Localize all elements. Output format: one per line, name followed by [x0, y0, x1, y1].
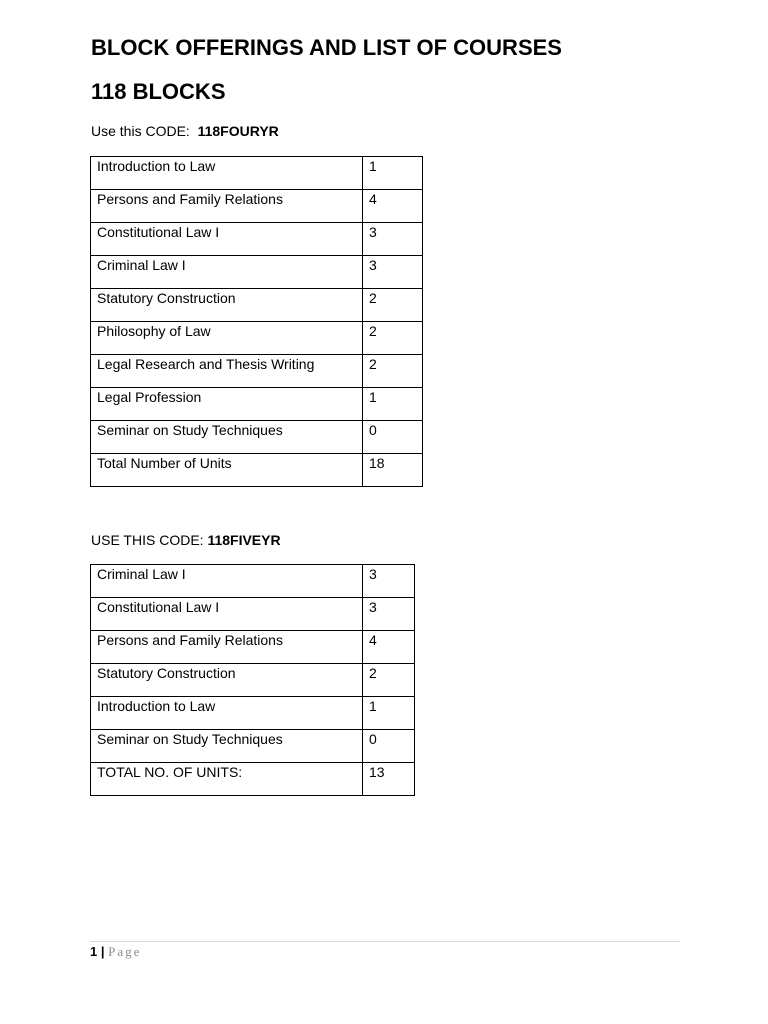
table-row	[91, 256, 423, 289]
table-row	[91, 565, 415, 598]
course-units-cell: 3	[363, 598, 415, 631]
course-units-cell: 1	[363, 697, 415, 730]
page-number: 1	[90, 944, 98, 959]
table-row	[91, 598, 415, 631]
table-row	[91, 697, 415, 730]
block-1-code: 118FOURYR	[197, 123, 279, 139]
table-row	[91, 322, 423, 355]
course-units-cell: 2	[363, 322, 423, 355]
course-name-cell: Seminar on Study Techniques	[91, 421, 363, 454]
table-row	[91, 631, 415, 664]
course-name-cell: Criminal Law I	[91, 256, 363, 289]
page-label: Page	[108, 944, 142, 959]
course-units-cell: 13	[363, 763, 415, 796]
course-units-cell: 2	[363, 664, 415, 697]
course-name-cell: Introduction to Law	[91, 697, 363, 730]
course-name-cell: Persons and Family Relations	[91, 190, 363, 223]
course-units-cell: 1	[363, 157, 423, 190]
document-subtitle: 118 BLOCKS	[91, 79, 226, 104]
page-footer	[90, 944, 141, 960]
course-name-cell: Statutory Construction	[91, 664, 363, 697]
course-units-cell: 0	[363, 730, 415, 763]
course-units-cell: 4	[363, 631, 415, 664]
block-2-course-table	[90, 564, 415, 796]
table-row	[91, 730, 415, 763]
document-title: BLOCK OFFERINGS AND LIST OF COURSES	[91, 35, 562, 60]
course-units-cell: 18	[363, 454, 423, 487]
footer-separator: |	[97, 944, 109, 959]
table-row	[91, 190, 423, 223]
course-name-cell: Total Number of Units	[91, 454, 363, 487]
block-2-code-line	[91, 531, 281, 549]
course-name-cell: Seminar on Study Techniques	[91, 730, 363, 763]
course-units-cell: 2	[363, 355, 423, 388]
table-row	[91, 289, 423, 322]
course-name-cell: Legal Research and Thesis Writing	[91, 355, 363, 388]
course-name-cell: Legal Profession	[91, 388, 363, 421]
course-name-cell: Persons and Family Relations	[91, 631, 363, 664]
course-name-cell: Criminal Law I	[91, 565, 363, 598]
course-units-cell: 3	[363, 256, 423, 289]
table-row	[91, 157, 423, 190]
course-units-cell: 3	[363, 223, 423, 256]
course-name-cell: TOTAL NO. OF UNITS:	[91, 763, 363, 796]
table-row	[91, 454, 423, 487]
course-units-cell: 0	[363, 421, 423, 454]
course-units-cell: 3	[363, 565, 415, 598]
block-1-code-line	[91, 122, 279, 140]
course-name-cell: Statutory Construction	[91, 289, 363, 322]
table-row	[91, 664, 415, 697]
block-1-code-label: Use this CODE:	[91, 123, 198, 139]
block-2-code-label: USE THIS CODE:	[91, 532, 208, 548]
course-name-cell: Constitutional Law I	[91, 223, 363, 256]
course-units-cell: 1	[363, 388, 423, 421]
table-row	[91, 223, 423, 256]
course-name-cell: Philosophy of Law	[91, 322, 363, 355]
course-units-cell: 2	[363, 289, 423, 322]
footer-divider	[90, 941, 680, 942]
block-1-course-table	[90, 156, 423, 487]
block-2-code: 118FIVEYR	[207, 532, 281, 548]
table-row	[91, 388, 423, 421]
table-row	[91, 421, 423, 454]
table-row	[91, 355, 423, 388]
course-name-cell: Introduction to Law	[91, 157, 363, 190]
course-name-cell: Constitutional Law I	[91, 598, 363, 631]
course-units-cell: 4	[363, 190, 423, 223]
table-row	[91, 763, 415, 796]
